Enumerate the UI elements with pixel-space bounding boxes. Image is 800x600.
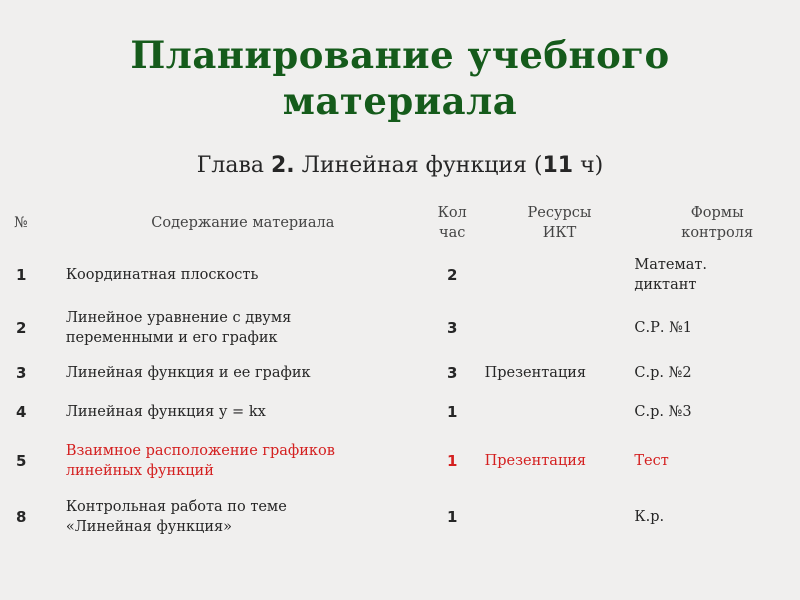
table-row — [14, 299, 800, 356]
header-content: Содержание материала — [151, 214, 335, 231]
row-content: Линейная функция у = kx — [65, 404, 266, 420]
row-num: 5 — [16, 452, 27, 470]
row-resource — [485, 251, 635, 299]
row-resource — [485, 299, 635, 356]
row-num: 8 — [16, 508, 27, 526]
chapter-number: 2. — [270, 153, 295, 178]
row-form: С.Р. №1 — [634, 319, 693, 336]
table-row — [14, 390, 800, 434]
row-hours: 2 — [446, 266, 458, 284]
row-hours: 3 — [446, 318, 458, 337]
header-forms: Формы контроля — [681, 204, 754, 241]
table-row — [14, 251, 800, 299]
header-num: № — [14, 214, 28, 231]
row-content: Координатная плоскость — [65, 267, 259, 283]
table-row — [14, 434, 800, 488]
row-hours: 3 — [446, 364, 458, 382]
row-hours: 1 — [446, 452, 458, 470]
chapter-subtitle — [0, 152, 800, 180]
row-resource: Презентация — [484, 453, 587, 469]
row-form: Математ. диктант — [634, 257, 708, 293]
table-row — [14, 488, 800, 546]
row-num: 4 — [16, 403, 27, 421]
row-content: Линейная функция и ее график — [65, 365, 311, 381]
table-header-row — [14, 194, 800, 251]
subtitle-prefix: Глава — [196, 153, 271, 178]
row-content: Взаимное расположение графиков линейных функций — [65, 443, 335, 479]
chapter-hours: 11 — [542, 153, 574, 178]
header-resources: Ресурсы ИКТ — [527, 204, 592, 241]
row-hours: 1 — [446, 508, 458, 526]
row-form: К.р. — [634, 509, 665, 525]
row-num: 2 — [16, 318, 27, 337]
slide-title: Планирование учебного материала — [130, 33, 670, 123]
header-hours: Кол час — [437, 204, 467, 241]
row-form: С.р. №2 — [634, 365, 692, 381]
row-form: Тест — [634, 453, 669, 469]
row-resource: Презентация — [484, 365, 587, 381]
row-num: 1 — [16, 266, 27, 284]
row-resource — [485, 390, 635, 434]
row-content: Контрольная работа по теме «Линейная функция» — [65, 499, 287, 535]
table-row — [14, 356, 800, 390]
row-hours: 1 — [446, 403, 458, 421]
row-content: Линейное уравнение с двумя переменными и его график — [65, 309, 292, 346]
plan-table — [14, 194, 800, 546]
row-form: С.р. №3 — [634, 404, 692, 420]
chapter-name: Линейная функция ( — [294, 153, 543, 178]
row-num: 3 — [16, 364, 27, 382]
row-resource — [485, 488, 635, 546]
subtitle-suffix: ч) — [573, 153, 604, 178]
